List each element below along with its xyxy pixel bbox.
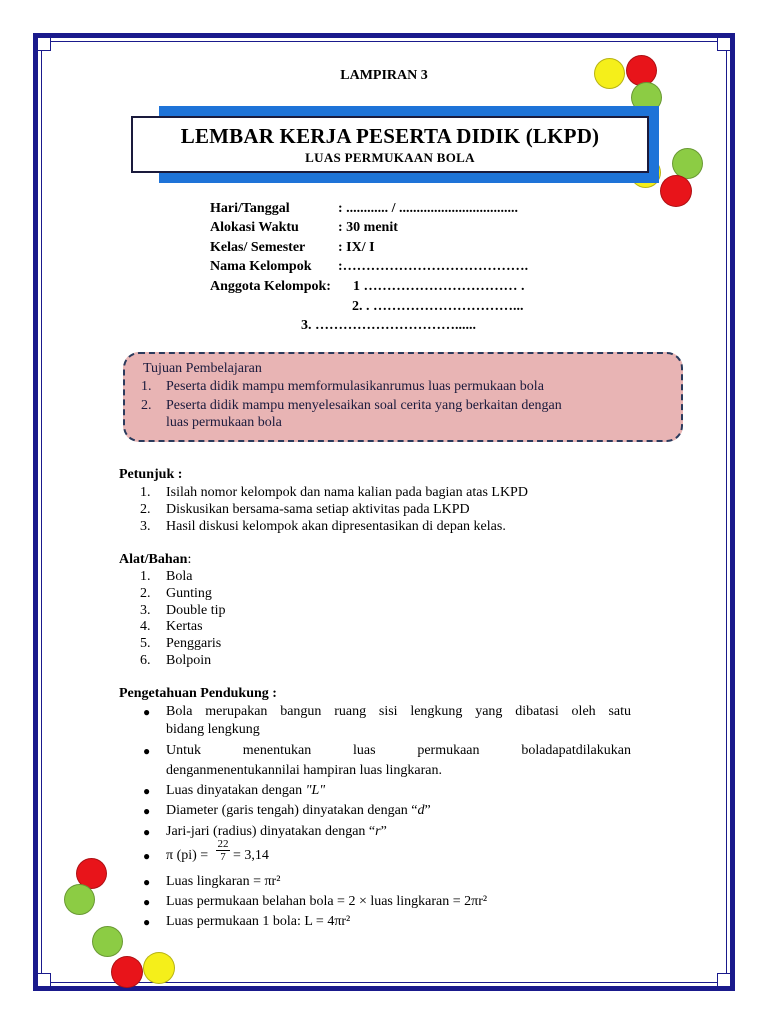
red-circle-decoration [111,956,143,988]
pengetahuan-item-text: Jari-jari (radius) dinyatakan dengan “r” [166,824,387,839]
page-title: LEMBAR KERJA PESERTA DIDIK (LKPD) [180,124,600,148]
green-circle-decoration [64,884,95,915]
alat-item-number: 1. [140,569,151,584]
yellow-circle-decoration [143,952,175,984]
corner-ornament-br [717,973,731,987]
tujuan-item-number: 2. [141,398,152,413]
pengetahuan-item-text: π (pi) = [166,848,209,863]
pengetahuan-item-text: = 3,14 [233,848,269,863]
hari-field[interactable]: : ............ / .................................. [338,201,519,216]
bullet-icon: ● [143,875,151,889]
lampiran-label: LAMPIRAN 3 [340,68,428,83]
alat-item-text: Penggaris [166,636,222,651]
pengetahuan-item-text: Untuk menentukan luas permukaan boladapatdilakukan [166,743,631,758]
corner-ornament-tr [717,37,731,51]
petunjuk-item-number: 3. [140,519,151,534]
alat-item-number: 2. [140,586,151,601]
kelas-value: : IX/ I [338,240,375,255]
pengetahuan-item-text: Luas permukaan 1 bola: L = 4πr² [166,914,351,929]
pengetahuan-item-text: Luas permukaan belahan bola = 2 × luas lingkaran = 2πr² [166,894,488,909]
alat-heading: Alat/Bahan: [119,552,192,567]
title-box [131,116,649,173]
pengetahuan-heading: Pengetahuan Pendukung : [119,686,277,701]
pengetahuan-item-text: Bola merupakan bangun ruang sisi lengkung yang dibatasi oleh satu [166,704,631,719]
pi-fraction: 22 7 [217,838,229,863]
alat-item-text: Bolpoin [166,653,212,668]
hari-label: Hari/Tanggal [210,201,290,216]
tujuan-item-text: Peserta didik mampu memformulasikanrumus luas permukaan bola [166,379,544,394]
bullet-icon: ● [143,915,151,929]
anggota-field-3[interactable]: 3. …………………………...... [301,318,476,333]
alokasi-label: Alokasi Waktu [210,220,299,235]
alat-item-text: Kertas [166,619,203,634]
pengetahuan-item-text: bidang lengkung [166,722,260,737]
petunjuk-item-text: Diskusikan bersama-sama setiap aktivitas pada LKPD [166,502,470,517]
tujuan-item-text: Peserta didik mampu menyelesaikan soal cerita yang berkaitan dengan [166,398,562,413]
anggota-label: Anggota Kelompok: [210,279,331,294]
petunjuk-item-number: 2. [140,502,151,517]
alat-item-text: Double tip [166,603,226,618]
alat-item-text: Gunting [166,586,212,601]
alat-item-number: 3. [140,603,151,618]
anggota-field-2[interactable]: 2. . …………………………... [352,299,524,314]
petunjuk-heading: Petunjuk : [119,467,183,482]
nama-kelompok-label: Nama Kelompok [210,259,312,274]
tujuan-item-text: luas permukaan bola [166,415,282,430]
alokasi-value: : 30 menit [338,220,398,235]
page-subtitle: LUAS PERMUKAAN BOLA [305,150,475,165]
petunjuk-item-text: Hasil diskusi kelompok akan dipresentasikan di depan kelas. [166,519,506,534]
petunjuk-item-number: 1. [140,485,151,500]
bullet-icon: ● [143,895,151,909]
alat-item-number: 6. [140,653,151,668]
alat-item-number: 4. [140,619,151,634]
tujuan-item-number: 1. [141,379,152,394]
petunjuk-item-text: Isilah nomor kelompok dan nama kalian pada bagian atas LKPD [166,485,528,500]
kelas-label: Kelas/ Semester [210,240,306,255]
nama-kelompok-field[interactable]: :…………………………………. [338,259,529,274]
bullet-icon: ● [143,705,151,719]
bullet-icon: ● [143,784,151,798]
alat-item-number: 5. [140,636,151,651]
tujuan-heading: Tujuan Pembelajaran [143,361,262,376]
bullet-icon: ● [143,744,151,758]
corner-ornament-tl [37,37,51,51]
pengetahuan-item-text: Luas lingkaran = πr² [166,874,281,889]
alat-item-text: Bola [166,569,193,584]
red-circle-decoration [660,175,692,207]
pengetahuan-item-text: denganmenentukannilai hampiran luas lingkaran. [166,763,443,778]
bullet-icon: ● [143,825,151,839]
corner-ornament-bl [37,973,51,987]
pengetahuan-item-text: Diameter (garis tengah) dinyatakan dengan “d” [166,803,431,818]
bullet-icon: ● [143,849,151,863]
pengetahuan-item-text: Luas dinyatakan dengan "L" [166,783,326,798]
bullet-icon: ● [143,804,151,818]
green-circle-decoration [92,926,123,957]
anggota-field-1[interactable]: 1 …………………………… . [353,279,525,294]
